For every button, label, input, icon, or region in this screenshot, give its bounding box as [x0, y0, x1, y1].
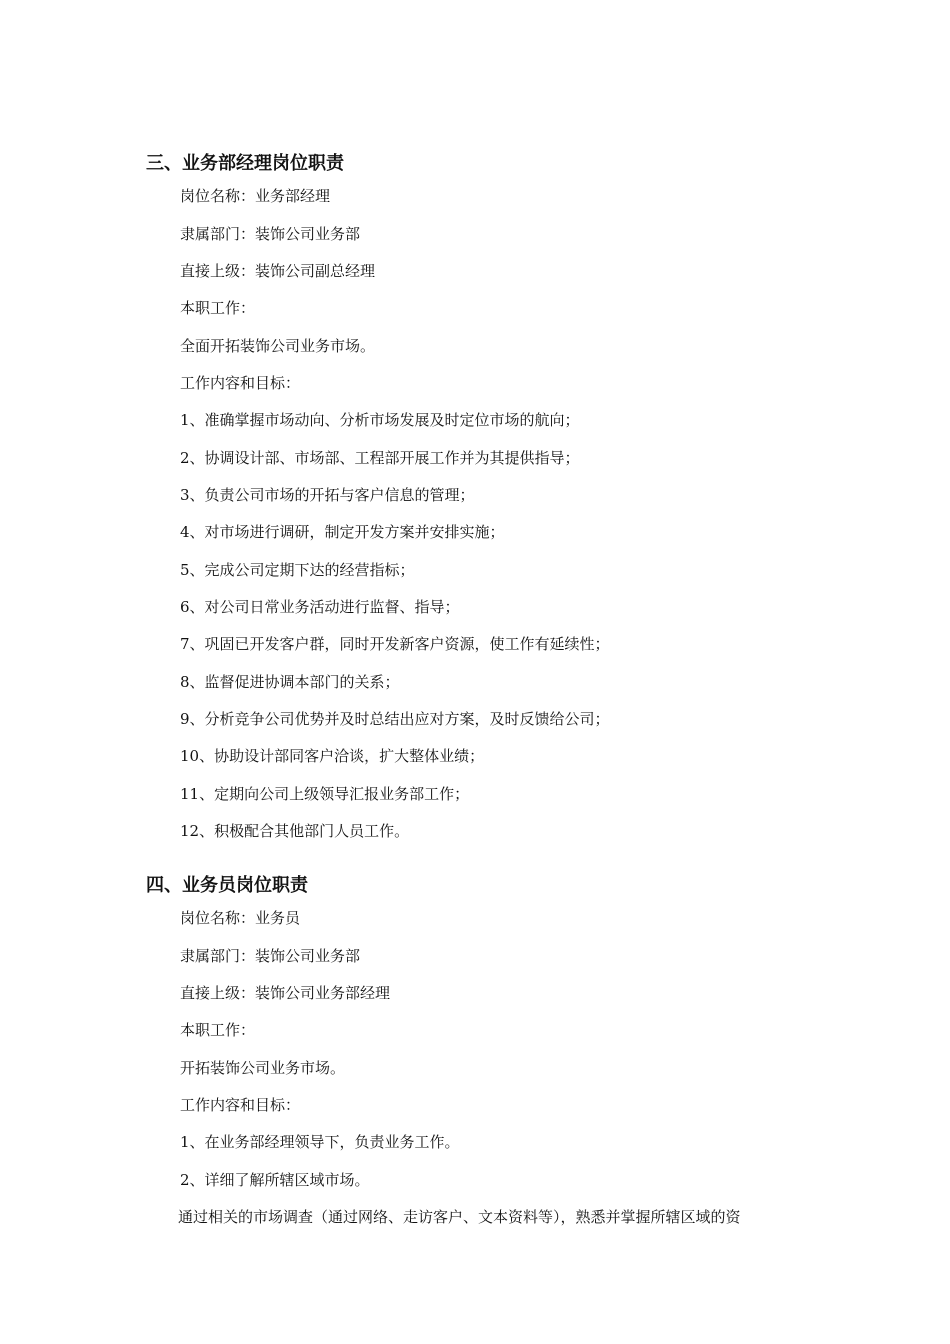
section-3-heading: 三、业务部经理岗位职责	[146, 153, 344, 174]
section-3-line-5: 全面开拓装饰公司业务市场。	[180, 337, 376, 355]
section-4-line-4: 本职工作：	[180, 1021, 256, 1039]
section-3-item-7: 7、巩固已开发客户群，同时开发新客户资源，使工作有延续性；	[180, 635, 610, 653]
section-3-item-1: 1、准确掌握市场动向、分析市场发展及时定位市场的航向；	[180, 411, 580, 429]
section-4-line-1: 岗位名称：业务员	[180, 909, 301, 927]
section-4-paragraph: 通过相关的市场调查（通过网络、走访客户、文本资料等），熟悉并掌握所辖区域的资	[178, 1208, 741, 1226]
section-4-line-6: 工作内容和目标：	[180, 1096, 301, 1114]
section-3-line-6: 工作内容和目标：	[180, 374, 301, 392]
section-4-line-2: 隶属部门：装饰公司业务部	[180, 947, 361, 965]
section-4-line-3: 直接上级：装饰公司业务部经理	[180, 984, 391, 1002]
section-3-item-4: 4、对市场进行调研，制定开发方案并安排实施；	[180, 523, 505, 541]
section-3-item-2: 2、协调设计部、市场部、工程部开展工作并为其提供指导；	[180, 449, 580, 467]
section-3-item-10: 10、协助设计部同客户洽谈，扩大整体业绩；	[180, 747, 485, 765]
section-4-item-1: 1、在业务部经理领导下，负责业务工作。	[180, 1133, 460, 1151]
section-3-item-11: 11、定期向公司上级领导汇报业务部工作；	[180, 785, 470, 803]
section-4-heading: 四、业务员岗位职责	[146, 875, 308, 896]
section-3-item-12: 12、积极配合其他部门人员工作。	[180, 822, 410, 840]
section-3-item-5: 5、完成公司定期下达的经营指标；	[180, 561, 415, 579]
section-3-line-1: 岗位名称：业务部经理	[180, 187, 331, 205]
section-3-item-6: 6、对公司日常业务活动进行监督、指导；	[180, 598, 460, 616]
section-3-line-4: 本职工作：	[180, 299, 256, 317]
section-3-line-2: 隶属部门：装饰公司业务部	[180, 225, 361, 243]
section-4-item-2: 2、详细了解所辖区域市场。	[180, 1171, 370, 1189]
section-3-item-9: 9、分析竞争公司优势并及时总结出应对方案，及时反馈给公司；	[180, 710, 610, 728]
section-3-item-3: 3、负责公司市场的开拓与客户信息的管理；	[180, 486, 475, 504]
section-4-line-5: 开拓装饰公司业务市场。	[180, 1059, 346, 1077]
section-3-item-8: 8、监督促进协调本部门的关系；	[180, 673, 400, 691]
section-3-line-3: 直接上级：装饰公司副总经理	[180, 262, 376, 280]
